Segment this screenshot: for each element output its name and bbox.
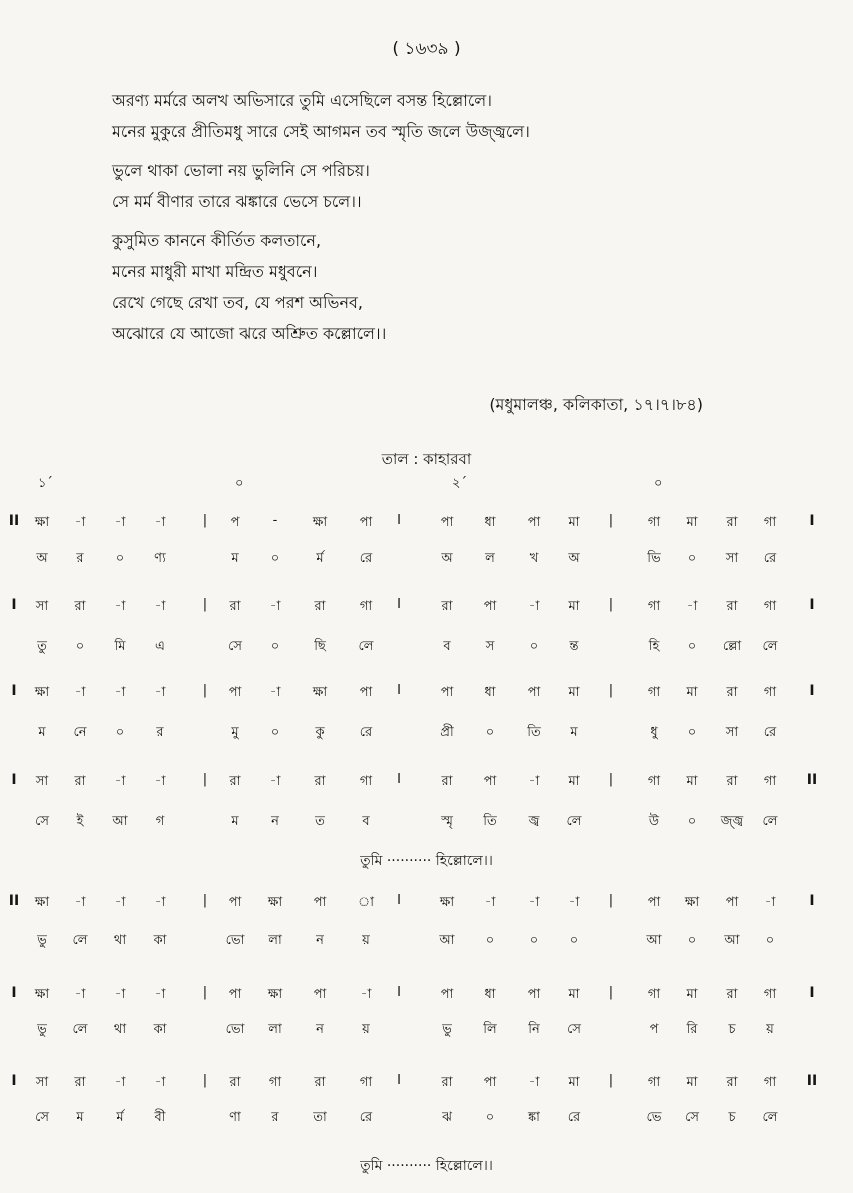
lyric-syllable: ন [316, 933, 324, 948]
note: ক্ষা [34, 515, 50, 530]
note: -া [269, 599, 281, 614]
note: পা [313, 987, 327, 1002]
note: মা [568, 1075, 580, 1090]
note: রা [726, 599, 738, 614]
lyric-syllable: হি [648, 639, 660, 654]
note: রা [726, 774, 738, 789]
poem-block [112, 90, 530, 354]
lyric-syllable: আ [724, 933, 740, 948]
lyric-syllable: ০ [270, 551, 280, 566]
lyric-syllable: থা [113, 933, 127, 948]
bar-marker: I [809, 985, 815, 1001]
lyric-syllable: রে [763, 725, 777, 740]
note: -া [114, 685, 126, 700]
lyric-syllable: নে [73, 725, 87, 740]
lyric-syllable: ০ [485, 1110, 495, 1125]
notation-row [0, 772, 853, 792]
note: মা [686, 685, 698, 700]
notation-row [0, 513, 853, 533]
note: রা [74, 774, 86, 789]
note: ক্ষা [34, 685, 50, 700]
note: মা [568, 774, 580, 789]
lyric-syllable: রি [686, 1022, 698, 1037]
note: -া [154, 987, 166, 1002]
lyric-syllable: আ [112, 814, 128, 829]
lyric-syllable: লি [483, 1022, 497, 1037]
note: ক্ষা [312, 685, 328, 700]
note: গা [763, 774, 777, 789]
note: -া [528, 895, 540, 910]
note: পা [359, 515, 373, 530]
lyric-syllable: ম [38, 725, 46, 740]
note: সা [35, 1075, 49, 1090]
note: ক্ষা [267, 987, 283, 1002]
note: -া [484, 895, 496, 910]
note: -া [114, 1075, 126, 1090]
lyric-syllable: ভু [37, 933, 47, 948]
note: -া [154, 774, 166, 789]
bar-marker: I [809, 513, 815, 529]
note: -া [764, 895, 776, 910]
note: পা [440, 987, 454, 1002]
beat-divider: | [608, 985, 614, 1000]
lyric-syllable: ০ [687, 725, 697, 740]
lyric-syllable: র্ম [316, 551, 324, 566]
lyric-syllable: প্রী [440, 725, 454, 740]
lyric-syllable: অ [441, 551, 453, 566]
lyric-syllable: র্ম [116, 1110, 124, 1125]
note: পা [228, 895, 242, 910]
lyric-syllable: ভো [225, 1022, 245, 1037]
note: মা [686, 774, 698, 789]
source-citation: (মধুমালঞ্চ, কলিকাতা, ১৭।৭।৮৪) [489, 395, 703, 414]
poem-line: মনের মাধুরী মাখা মন্দ্রিত মধুবনে। [112, 262, 318, 281]
note: -া [154, 1075, 166, 1090]
note: -া [74, 987, 86, 1002]
note: -া [568, 895, 580, 910]
note: ধা [484, 515, 496, 530]
note: পা [228, 987, 242, 1002]
lyric-syllable: কা [153, 1022, 167, 1037]
lyric-syllable: ০ [115, 551, 125, 566]
lyric-syllable: ঝ [442, 1110, 452, 1125]
lyric-syllable: ণ্য [154, 551, 166, 566]
lyric-syllable: ব [443, 639, 451, 654]
bar-marker: II [806, 1073, 818, 1089]
note: গা [763, 1075, 777, 1090]
lyric-syllable: রে [359, 551, 373, 566]
beat-divider: I [397, 597, 401, 612]
lyric-syllable: চ [728, 1110, 736, 1125]
beat-divider: | [202, 772, 208, 787]
note: গা [647, 515, 661, 530]
note: -া [114, 987, 126, 1002]
note: রা [726, 987, 738, 1002]
note: রা [229, 599, 241, 614]
lyric-syllable: ব [362, 814, 370, 829]
note: মা [686, 515, 698, 530]
lyric-syllable: সা [725, 551, 739, 566]
beat-divider: | [202, 683, 208, 698]
beat-divider: | [202, 513, 208, 528]
bar-marker: I [11, 772, 17, 788]
refrain-line: তুমি ·········· হিল্লোলে।। [360, 853, 493, 869]
beat-divider: | [608, 893, 614, 908]
note: ধা [484, 685, 496, 700]
lyric-syllable: আ [439, 933, 455, 948]
note: -া [114, 599, 126, 614]
note: গা [359, 599, 373, 614]
note: -া [74, 895, 86, 910]
beat-divider: I [397, 1073, 401, 1088]
lyric-syllable: ০ [529, 933, 539, 948]
poem-line: সে মর্ম বীণার তারে ঝঙ্কারে ভেসে চলে।। [112, 192, 362, 211]
note: ক্ষা [684, 895, 700, 910]
notation-row [0, 683, 853, 703]
note: -া [269, 685, 281, 700]
lyric-syllable: মি [114, 639, 126, 654]
lyric-syllable: উ [648, 814, 660, 829]
note: রা [726, 1075, 738, 1090]
beat-divider: | [202, 1073, 208, 1088]
lyric-syllable: রে [359, 725, 373, 740]
lyric-syllable: থা [113, 1022, 127, 1037]
note: সা [35, 774, 49, 789]
lyric-row [0, 1020, 853, 1040]
lyric-syllable: কু [315, 725, 325, 740]
bar-marker: II [8, 513, 20, 529]
lyric-syllable: ভু [37, 1022, 47, 1037]
lyric-syllable: ই [76, 814, 84, 829]
note: -া [528, 774, 540, 789]
note: -া [528, 1075, 540, 1090]
lyric-syllable: রে [567, 1110, 581, 1125]
beat-divider: | [202, 597, 208, 612]
lyric-syllable: স্মৃ [441, 814, 453, 829]
lyric-syllable: ০ [485, 933, 495, 948]
note: রা [441, 599, 453, 614]
lyric-syllable: ভে [646, 1110, 662, 1125]
note: পা [647, 895, 661, 910]
lyric-syllable: মু [231, 725, 239, 740]
bar-marker: I [11, 985, 17, 1001]
lyric-syllable: ন্ত [569, 639, 579, 654]
lyric-syllable: ০ [687, 551, 697, 566]
lyric-syllable: সা [725, 725, 739, 740]
lyric-syllable: ০ [529, 639, 539, 654]
note: গা [647, 1075, 661, 1090]
note: গা [647, 987, 661, 1002]
lyric-syllable: ছি [314, 639, 326, 654]
lyric-syllable: রে [359, 1110, 373, 1125]
note: -া [154, 895, 166, 910]
note: -া [154, 515, 166, 530]
lyric-syllable: লে [358, 639, 374, 654]
beat-divider: | [608, 597, 614, 612]
tala-heading: তাল : কাহারবা [381, 450, 472, 468]
note: া [358, 895, 374, 910]
lyric-syllable: র [76, 551, 84, 566]
lyric-syllable: ম [76, 1110, 84, 1125]
lyric-syllable: ভো [225, 933, 245, 948]
note: মা [568, 515, 580, 530]
note: সা [35, 599, 49, 614]
bar-marker: I [11, 597, 17, 613]
note: পা [725, 895, 739, 910]
beat-divider: I [397, 772, 401, 787]
lyric-syllable: ০ [765, 933, 775, 948]
lyric-syllable: ০ [485, 725, 495, 740]
refrain-line: তুমি ·········· হিল্লোলে।। [360, 1158, 493, 1174]
lyric-syllable: ০ [75, 639, 85, 654]
poem-line: কুসুমিত কাননে কীর্তিত কলতানে, [112, 231, 322, 250]
note: গা [763, 599, 777, 614]
lyric-syllable: নি [528, 1022, 540, 1037]
lyric-syllable: চ [728, 1022, 736, 1037]
bar-marker: I [809, 893, 815, 909]
note: -া [114, 895, 126, 910]
note: রা [229, 774, 241, 789]
bar-marker: I [11, 683, 17, 699]
notation-row [0, 1073, 853, 1093]
beat-mark: ০ [654, 476, 663, 491]
lyric-syllable: লে [762, 1110, 778, 1125]
page-number: ( ১৬৩৯ ) [392, 39, 461, 59]
lyric-syllable: য় [362, 1022, 370, 1037]
lyric-syllable: লে [72, 1022, 88, 1037]
note: মা [568, 685, 580, 700]
lyric-syllable: ল [485, 551, 495, 566]
lyric-syllable: ০ [569, 933, 579, 948]
lyric-syllable: সে [35, 1110, 49, 1125]
notation-row [0, 893, 853, 913]
poem-line: অরণ্য মর্মরে অলখ অভিসারে তুমি এসেছিলে বসন্ত হিল্লোলে। [112, 91, 492, 110]
lyric-syllable: ০ [687, 639, 697, 654]
note: ধা [484, 987, 496, 1002]
note: পা [313, 895, 327, 910]
note: গা [647, 774, 661, 789]
note: গা [647, 599, 661, 614]
beat-divider: I [397, 513, 401, 528]
beat-marks [0, 474, 853, 496]
lyric-syllable: অ [568, 551, 580, 566]
lyric-syllable: ম [570, 725, 578, 740]
lyric-syllable: বী [154, 1110, 166, 1125]
note: -া [74, 515, 86, 530]
bar-marker: I [809, 683, 815, 699]
notation-row [0, 597, 853, 617]
beat-divider: I [397, 985, 401, 1000]
poem-line: রেখে গেছে রেখা তব, যে পরশ অভিনব, [112, 293, 364, 312]
beat-divider: I [397, 683, 401, 698]
lyric-syllable: প [649, 1022, 659, 1037]
beat-divider: | [202, 893, 208, 908]
lyric-syllable: ম [231, 814, 239, 829]
lyric-syllable: তি [527, 725, 541, 740]
lyric-syllable: গ [155, 814, 165, 829]
note: ক্ষা [34, 895, 50, 910]
lyric-syllable: লে [762, 639, 778, 654]
note: - [272, 513, 278, 528]
note: -া [74, 685, 86, 700]
lyric-syllable: ০ [687, 814, 697, 829]
lyric-syllable: ম [231, 551, 239, 566]
note: -া [528, 599, 540, 614]
lyric-syllable: ণা [229, 1110, 241, 1125]
note: ক্ষা [34, 987, 50, 1002]
lyric-syllable: সে [35, 814, 49, 829]
lyric-syllable: খ [529, 551, 539, 566]
note: -া [114, 774, 126, 789]
poem-line: মনের মুকুরে প্রীতিমধু সারে সেই আগমন তব স্মৃতি জলে উজ্জ্বলে। [112, 122, 530, 141]
lyric-syllable: সে [567, 1022, 581, 1037]
lyric-syllable: লে [566, 814, 582, 829]
lyric-syllable: ০ [687, 933, 697, 948]
lyric-syllable: র [156, 725, 164, 740]
note: মা [568, 987, 580, 1002]
note: -া [154, 685, 166, 700]
note: পা [228, 685, 242, 700]
lyric-syllable: লা [268, 1022, 282, 1037]
beat-divider: | [608, 513, 614, 528]
note: গা [763, 987, 777, 1002]
note: মা [686, 1075, 698, 1090]
lyric-syllable: রে [763, 551, 777, 566]
lyric-row [0, 931, 853, 951]
beat-mark: ১´ [38, 476, 53, 491]
note: রা [441, 774, 453, 789]
lyric-syllable: লা [268, 933, 282, 948]
bar-marker: I [11, 1073, 17, 1089]
note: -া [686, 599, 698, 614]
lyric-syllable: ত [315, 814, 325, 829]
lyric-row [0, 637, 853, 657]
lyric-syllable: সে [228, 639, 242, 654]
lyric-syllable: ন [316, 1022, 324, 1037]
note: মা [686, 987, 698, 1002]
lyric-syllable: ০ [270, 725, 280, 740]
beat-divider: | [202, 985, 208, 1000]
note: রা [726, 515, 738, 530]
note: -া [360, 987, 372, 1002]
lyric-row [0, 723, 853, 743]
note: পা [483, 774, 497, 789]
note: পা [483, 599, 497, 614]
beat-mark: ২´ [452, 476, 467, 491]
lyric-syllable: ঙ্কা [528, 1110, 540, 1125]
lyric-syllable: ভি [647, 551, 661, 566]
lyric-syllable: লে [762, 814, 778, 829]
lyric-syllable: তু [37, 639, 47, 654]
note: ক্ষা [312, 515, 328, 530]
note: -া [154, 599, 166, 614]
lyric-syllable: ০ [115, 725, 125, 740]
bar-marker: I [809, 597, 815, 613]
lyric-syllable: এ [155, 639, 165, 654]
note: গা [359, 774, 373, 789]
note: -া [114, 515, 126, 530]
lyric-syllable: জ্ব [528, 814, 540, 829]
note: গা [268, 1075, 282, 1090]
lyric-syllable: তি [483, 814, 497, 829]
lyric-syllable: লে [72, 933, 88, 948]
note: রা [314, 774, 326, 789]
beat-divider: I [397, 893, 401, 908]
note: রা [229, 1075, 241, 1090]
note: ক্ষা [267, 895, 283, 910]
note: রা [314, 1075, 326, 1090]
poem-line: ভুলে থাকা ভোলা নয় ভুলিনি সে পরিচয়। [112, 161, 370, 180]
lyric-syllable: য় [766, 1022, 774, 1037]
note: পা [527, 685, 541, 700]
lyric-syllable: ন [271, 814, 279, 829]
lyric-row [0, 549, 853, 569]
beat-divider: | [608, 1073, 614, 1088]
note: রা [74, 599, 86, 614]
note: রা [314, 599, 326, 614]
note: মা [568, 599, 580, 614]
note: প [230, 515, 240, 530]
note: -া [269, 774, 281, 789]
lyric-syllable: আ [646, 933, 662, 948]
note: গা [763, 685, 777, 700]
lyric-syllable: জ্জ্ব [720, 814, 744, 829]
note: রা [74, 1075, 86, 1090]
poem-line: অঝোরে যে আজো ঝরে অশ্রুিত কল্লোলে।। [112, 324, 387, 343]
note: গা [763, 515, 777, 530]
note: পা [440, 685, 454, 700]
lyric-syllable: অ [36, 551, 48, 566]
lyric-row [0, 812, 853, 832]
beat-mark: ০ [235, 476, 244, 491]
beat-divider: | [608, 772, 614, 787]
lyric-row [0, 1108, 853, 1128]
note: পা [527, 515, 541, 530]
lyric-syllable: স [485, 639, 495, 654]
lyric-syllable: ভু [442, 1022, 452, 1037]
lyric-syllable: ধু [650, 725, 658, 740]
note: পা [359, 685, 373, 700]
note: পা [440, 515, 454, 530]
lyric-syllable: ০ [270, 639, 280, 654]
lyric-syllable: র [271, 1110, 279, 1125]
lyric-syllable: তা [313, 1110, 327, 1125]
note: রা [726, 685, 738, 700]
bar-marker: II [8, 893, 20, 909]
lyric-syllable: সে [685, 1110, 699, 1125]
bar-marker: II [806, 772, 818, 788]
lyric-syllable: য় [362, 933, 370, 948]
note: পা [483, 1075, 497, 1090]
lyric-syllable: কা [153, 933, 167, 948]
beat-divider: | [608, 683, 614, 698]
note: ক্ষা [439, 895, 455, 910]
note: রা [441, 1075, 453, 1090]
notation-row [0, 985, 853, 1005]
lyric-syllable: ল্লো [722, 639, 742, 654]
note: গা [647, 685, 661, 700]
note: গা [359, 1075, 373, 1090]
note: পা [527, 987, 541, 1002]
